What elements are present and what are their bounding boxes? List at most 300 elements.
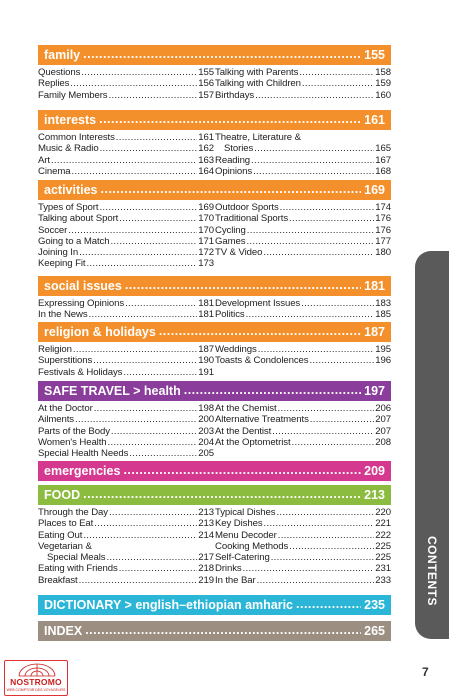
dot-leader (272, 426, 374, 437)
toc-entry[interactable] (215, 309, 391, 320)
entry-page-number: 168 (375, 165, 391, 177)
entry-label: Cycling (215, 224, 246, 236)
entry-page-number: 176 (375, 224, 391, 236)
toc-entry[interactable] (215, 236, 391, 247)
entry-label: Toasts & Condolences (215, 355, 309, 367)
toc-entry[interactable] (38, 236, 214, 247)
entry-page-number: 181 (198, 309, 214, 321)
toc-section (38, 110, 391, 177)
entry-page-number: 183 (375, 298, 391, 309)
section-title: family (44, 48, 81, 62)
dot-leader (289, 213, 374, 224)
dot-leader (278, 403, 375, 414)
entry-page-number: 219 (198, 574, 214, 586)
right-entry-column (215, 132, 391, 177)
toc-entry[interactable] (38, 426, 214, 437)
right-entry-column (215, 403, 391, 459)
entry-page-number: 221 (375, 518, 391, 530)
right-entry-column (215, 344, 391, 378)
entry-page-number: 180 (375, 247, 391, 259)
entry-columns (38, 132, 391, 177)
dot-leader (75, 414, 197, 425)
section-header-bar[interactable] (38, 621, 391, 641)
entry-page-number: 205 (198, 448, 214, 460)
entry-page-number: 162 (198, 143, 214, 155)
entry-label: Politics (215, 309, 245, 321)
dot-leader (292, 437, 375, 448)
entry-label: Outdoor Sports (215, 202, 279, 213)
dot-leader (302, 78, 374, 89)
section-page-number: 181 (364, 279, 385, 293)
section-page-number: 235 (364, 598, 385, 612)
dot-leader (83, 530, 197, 541)
section-page-number: 197 (364, 384, 385, 398)
entry-label: Questions (38, 67, 81, 78)
section-title: religion & holidays (44, 325, 156, 339)
section-title: SAFE TRAVEL > health (44, 384, 181, 398)
dot-leader (255, 90, 374, 101)
toc-entry[interactable] (38, 344, 214, 355)
entry-page-number: 191 (198, 366, 214, 378)
toc-entry[interactable] (38, 355, 214, 366)
dot-leader (68, 225, 197, 236)
entry-page-number: 207 (375, 425, 391, 437)
entry-label: Expressing Opinions (38, 298, 125, 309)
entry-label: Special Meals (47, 552, 106, 564)
section-header-bar[interactable] (38, 595, 391, 615)
dot-leader (110, 236, 197, 247)
toc-entry[interactable] (215, 78, 391, 89)
right-entry-column (215, 298, 391, 321)
toc-entry[interactable] (38, 507, 214, 518)
toc-entry[interactable] (38, 530, 214, 541)
entry-page-number: 190 (198, 355, 214, 367)
section-header-bar[interactable] (38, 110, 391, 130)
entry-label: Traditional Sports (215, 213, 289, 225)
dot-leader (247, 225, 375, 236)
entry-label: Cooking Methods (215, 540, 289, 552)
entry-page-number: 185 (375, 309, 391, 321)
toc-entry[interactable] (38, 414, 214, 425)
entry-page-number: 213 (198, 518, 214, 530)
toc-entry[interactable] (215, 155, 391, 166)
toc-entry[interactable] (38, 258, 214, 269)
entry-columns (38, 67, 391, 101)
toc-entry[interactable] (38, 448, 214, 459)
entry-page-number: 170 (198, 213, 214, 225)
toc-entry[interactable] (215, 575, 391, 586)
dot-leader (123, 461, 361, 481)
dot-leader (125, 276, 361, 296)
entry-page-number: 214 (198, 529, 214, 541)
toc-entry[interactable] (38, 247, 214, 258)
entry-label: Soccer (38, 224, 68, 236)
dot-leader (301, 298, 374, 309)
entry-label: Vegetarian & (38, 540, 92, 552)
entry-page-number: 200 (198, 414, 214, 426)
section-title: interests (44, 113, 97, 127)
entry-label: Joining In (38, 247, 79, 259)
dot-leader (123, 367, 197, 378)
dot-leader (101, 180, 362, 200)
section-header-bar[interactable] (38, 180, 391, 200)
toc-entry[interactable] (215, 132, 391, 143)
entry-label: Breakfast (38, 574, 78, 586)
toc-section (38, 45, 391, 101)
entry-label: Drinks (215, 563, 242, 575)
entry-label: Key Dishes (215, 518, 263, 530)
toc-entry[interactable] (215, 202, 391, 213)
dot-leader (86, 258, 197, 269)
dot-leader (94, 403, 198, 414)
entry-page-number: 165 (375, 143, 391, 155)
toc-entry[interactable] (38, 563, 214, 574)
entry-label: In the Bar (215, 574, 256, 586)
entry-page-number: 155 (198, 67, 214, 78)
entry-page-number: 159 (375, 78, 391, 90)
toc-entry[interactable] (38, 575, 214, 586)
toc-entry[interactable] (38, 541, 214, 552)
dot-leader (119, 213, 197, 224)
dot-leader (119, 563, 198, 574)
left-entry-column (38, 298, 214, 321)
entry-label: Replies (38, 78, 70, 90)
toc-entry[interactable] (38, 309, 214, 320)
entry-page-number: 233 (375, 574, 391, 586)
dot-leader (280, 202, 375, 213)
dot-leader (79, 247, 197, 258)
dot-leader (299, 67, 374, 78)
entry-page-number: 158 (375, 67, 391, 78)
toc-entry[interactable] (38, 155, 214, 166)
dot-leader (246, 309, 375, 320)
toc-entry[interactable] (215, 437, 391, 448)
entry-page-number: 225 (375, 552, 391, 564)
toc-entry[interactable] (38, 143, 214, 154)
toc-entry[interactable] (215, 552, 391, 563)
entry-page-number: 220 (375, 507, 391, 518)
entry-columns (38, 298, 391, 321)
section-header-bar[interactable] (38, 461, 391, 481)
entry-page-number: 204 (198, 436, 214, 448)
section-header-bar[interactable] (38, 276, 391, 296)
toc-entry[interactable] (38, 225, 214, 236)
dot-leader (81, 67, 197, 78)
entry-label: Art (38, 154, 50, 166)
section-title: activities (44, 183, 98, 197)
dot-leader (257, 575, 375, 586)
left-entry-column (38, 344, 214, 378)
toc-entry[interactable] (215, 426, 391, 437)
dot-leader (254, 143, 374, 154)
toc-entry[interactable] (38, 552, 214, 563)
entry-label: Eating with Friends (38, 563, 118, 575)
section-page-number: 187 (364, 325, 385, 339)
nostromo-stamp-logo (4, 660, 68, 696)
dot-leader (271, 552, 375, 563)
toc-entry[interactable] (38, 90, 214, 101)
dot-leader (243, 563, 375, 574)
dot-leader (108, 437, 198, 448)
toc-section (38, 322, 391, 378)
toc-entry[interactable] (215, 225, 391, 236)
toc-entry[interactable] (215, 403, 391, 414)
toc-entry[interactable] (38, 298, 214, 309)
entry-label: Menu Decoder (215, 529, 277, 541)
toc-entry[interactable] (215, 344, 391, 355)
entry-label: Women's Health (38, 436, 107, 448)
section-title: social issues (44, 279, 122, 293)
entry-label: Eating Out (38, 529, 83, 541)
toc-entry[interactable] (215, 247, 391, 258)
toc-entry[interactable] (215, 541, 391, 552)
entry-label: Talking about Sport (38, 213, 119, 225)
toc-section (38, 381, 391, 459)
dot-leader (129, 448, 197, 459)
page-number: 7 (422, 665, 429, 679)
dot-leader (83, 45, 361, 65)
entry-page-number: 203 (198, 425, 214, 437)
dot-leader (264, 518, 375, 529)
entry-page-number: 198 (198, 403, 214, 414)
entry-label: TV & Video (215, 247, 263, 259)
section-page-number: 169 (364, 183, 385, 197)
entry-label: Talking with Parents (215, 67, 299, 78)
toc-entry[interactable] (215, 518, 391, 529)
section-header-bar[interactable] (38, 322, 391, 342)
toc-entry[interactable] (215, 530, 391, 541)
dot-leader (93, 355, 197, 366)
toc-entry[interactable] (38, 202, 214, 213)
toc-entry[interactable] (38, 132, 214, 143)
entry-page-number: 172 (198, 247, 214, 259)
entry-label: Types of Sport (38, 202, 99, 213)
entry-label: Theatre, Literature & (215, 132, 301, 143)
dot-leader (51, 155, 197, 166)
entry-page-number: 206 (375, 403, 391, 414)
section-header-bar[interactable] (38, 485, 391, 505)
right-entry-column (215, 202, 391, 270)
entry-page-number: 170 (198, 224, 214, 236)
entry-label: Religion (38, 344, 72, 355)
contents-side-tab[interactable] (415, 251, 449, 639)
dot-leader (263, 247, 374, 258)
dot-leader (253, 166, 374, 177)
left-entry-column (38, 202, 214, 270)
dot-leader (70, 78, 197, 89)
entry-page-number: 169 (198, 202, 214, 213)
entry-page-number: 160 (375, 89, 391, 101)
entry-label: Alternative Treatments (215, 414, 309, 426)
entry-label: Through the Day (38, 507, 108, 518)
stamp-name: NOSTROMO (10, 677, 62, 687)
dot-leader (71, 166, 197, 177)
toc-entry[interactable] (215, 67, 391, 78)
entry-label: Superstitions (38, 355, 93, 367)
left-entry-column (38, 67, 214, 101)
entry-page-number: 156 (198, 78, 214, 90)
dot-leader (184, 381, 361, 401)
dot-leader (89, 309, 198, 320)
entry-columns (38, 344, 391, 378)
stamp-subtitle: WEB COMPTOIR DES VOYAGEURS (6, 688, 66, 692)
dot-leader (85, 621, 361, 641)
toc-entry[interactable] (38, 367, 214, 378)
entry-page-number: 187 (198, 344, 214, 355)
entry-columns (38, 403, 391, 459)
right-entry-column (215, 67, 391, 101)
entry-label: Reading (215, 154, 251, 166)
toc-section (38, 461, 391, 481)
entry-label: At the Chemist (215, 403, 277, 414)
section-header-bar[interactable] (38, 381, 391, 401)
entry-label: Typical Dishes (215, 507, 276, 518)
entry-label: Parts of the Body (38, 425, 110, 437)
toc-entry[interactable] (38, 403, 214, 414)
toc-entry[interactable] (38, 518, 214, 529)
dot-leader (251, 155, 374, 166)
right-entry-column (215, 507, 391, 586)
entry-page-number: 174 (375, 202, 391, 213)
section-title: DICTIONARY > english–ethiopian amharic (44, 598, 294, 612)
entry-label: Family Members (38, 89, 108, 101)
entry-page-number: 225 (375, 540, 391, 552)
entry-label: Cinema (38, 165, 71, 177)
entry-columns (38, 202, 391, 270)
toc-section (38, 180, 391, 270)
dot-leader (73, 344, 197, 355)
dot-leader (79, 575, 198, 586)
entry-page-number: 213 (198, 507, 214, 518)
section-page-number: 209 (364, 464, 385, 478)
entry-label: Development Issues (215, 298, 301, 309)
dot-leader (276, 507, 374, 518)
entry-label: Opinions (215, 165, 253, 177)
entry-label: Going to a Match (38, 235, 110, 247)
entry-page-number: 218 (198, 563, 214, 575)
entry-label: At the Doctor (38, 403, 93, 414)
dot-leader (106, 552, 197, 563)
entry-page-number: 181 (198, 298, 214, 309)
dot-leader (246, 236, 374, 247)
section-page-number: 213 (364, 488, 385, 502)
dot-leader (310, 414, 375, 425)
toc-section (38, 485, 391, 586)
entry-label: Places to Eat (38, 518, 94, 530)
dot-leader (116, 132, 198, 143)
left-entry-column (38, 132, 214, 177)
entry-page-number: 195 (375, 344, 391, 355)
entry-label: Self-Catering (215, 552, 270, 564)
dot-leader (258, 344, 375, 355)
dot-leader (100, 143, 198, 154)
dot-leader (109, 90, 198, 101)
dot-leader (99, 202, 197, 213)
dot-leader (109, 507, 197, 518)
entry-label: Games (215, 235, 246, 247)
entry-label: Music & Radio (38, 143, 99, 155)
entry-page-number: 217 (198, 552, 214, 564)
left-entry-column (38, 403, 214, 459)
section-page-number: 265 (364, 624, 385, 638)
entry-label: Ailments (38, 414, 74, 426)
section-page-number: 161 (364, 113, 385, 127)
entry-label: Special Health Needs (38, 448, 129, 460)
entry-page-number: 161 (198, 132, 214, 143)
left-entry-column (38, 507, 214, 586)
toc-section (38, 276, 391, 321)
entry-label: Common Interests (38, 132, 115, 143)
toc-entry[interactable] (215, 298, 391, 309)
dot-leader (83, 485, 361, 505)
dot-leader (94, 518, 197, 529)
toc-entry[interactable] (215, 90, 391, 101)
entry-page-number: 176 (375, 213, 391, 225)
toc-entry[interactable] (215, 414, 391, 425)
entry-page-number: 173 (198, 258, 214, 270)
entry-page-number: 177 (375, 235, 391, 247)
toc-entry[interactable] (215, 166, 391, 177)
entry-label: Keeping Fit (38, 258, 86, 270)
section-title: emergencies (44, 464, 121, 478)
entry-label: Weddings (215, 344, 257, 355)
entry-label: In the News (38, 309, 88, 321)
toc-section (38, 595, 391, 615)
toc-entry[interactable] (215, 355, 391, 366)
entry-label: Talking with Children (215, 78, 301, 90)
section-title: INDEX (44, 624, 83, 638)
entry-page-number: 196 (375, 355, 391, 367)
entry-page-number: 157 (198, 89, 214, 101)
entry-label: Birthdays (215, 89, 255, 101)
toc-entry[interactable] (215, 143, 391, 154)
entry-page-number: 231 (375, 563, 391, 575)
toc-entry[interactable] (38, 78, 214, 89)
entry-label: Festivals & Holidays (38, 366, 123, 378)
section-title: FOOD (44, 488, 81, 502)
toc-entry[interactable] (215, 563, 391, 574)
entry-label: At the Optometrist (215, 436, 291, 448)
dot-leader (111, 426, 197, 437)
entry-label: Stories (224, 143, 254, 155)
entry-page-number: 171 (198, 235, 214, 247)
toc-entry[interactable] (215, 507, 391, 518)
dot-leader (296, 595, 361, 615)
toc-entry[interactable] (38, 166, 214, 177)
section-page-number: 155 (364, 48, 385, 62)
entry-label: At the Dentist (215, 425, 272, 437)
side-tab-label: CONTENTS (425, 536, 439, 606)
entry-page-number: 167 (375, 154, 391, 166)
toc-entry[interactable] (215, 213, 391, 224)
toc-entry[interactable] (38, 213, 214, 224)
entry-page-number: 163 (198, 154, 214, 166)
dot-leader (289, 541, 374, 552)
section-header-bar[interactable] (38, 45, 391, 65)
entry-page-number: 208 (375, 436, 391, 448)
dot-leader (309, 355, 374, 366)
toc-entry[interactable] (38, 67, 214, 78)
toc-entry[interactable] (38, 437, 214, 448)
entry-page-number: 164 (198, 165, 214, 177)
dot-leader (278, 530, 375, 541)
entry-page-number: 207 (375, 414, 391, 426)
dot-leader (99, 110, 361, 130)
dot-leader (125, 298, 197, 309)
entry-columns (38, 507, 391, 586)
entry-page-number: 222 (375, 529, 391, 541)
toc-section (38, 621, 391, 641)
